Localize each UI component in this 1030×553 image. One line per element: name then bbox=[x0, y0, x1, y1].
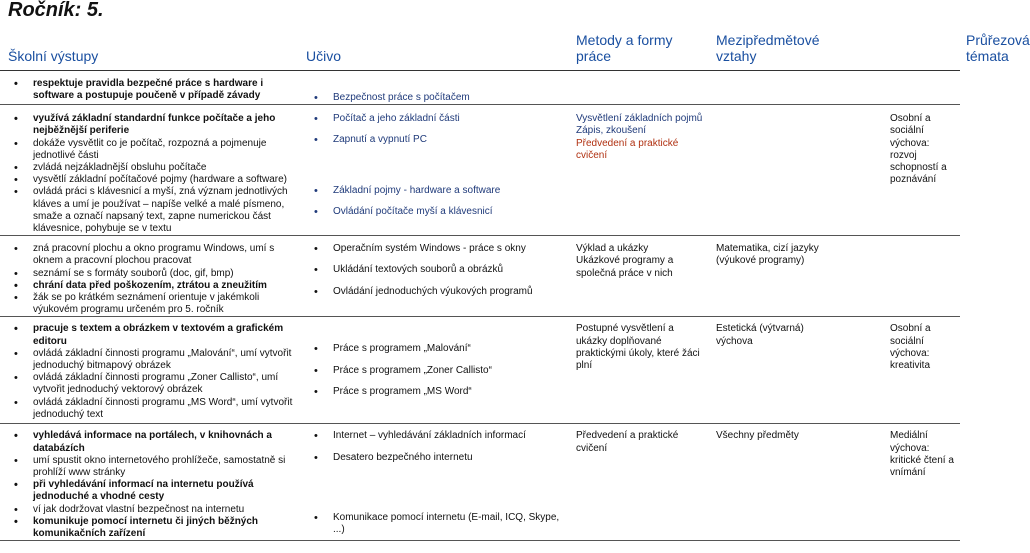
content-item: • Zapnutí a vypnutí PC bbox=[306, 134, 566, 146]
method-text: Vysvětlení základních pojmů bbox=[576, 113, 703, 125]
content-item: • Internet – vyhledávání základních informací bbox=[306, 430, 566, 442]
content-item: • Operačním systém Windows - práce s okny bbox=[306, 243, 566, 255]
header-outcomes: Školní výstupy bbox=[0, 26, 300, 71]
relations-cell bbox=[710, 424, 830, 541]
content-item: • Ovládání počítače myší a klávesnicí bbox=[306, 206, 566, 218]
header-relations: Mezipředmětové vztahy bbox=[710, 26, 830, 71]
outcome-item: • ovládá základní činnosti programu „MS Word“, umí vytvořit jednoduchý text bbox=[6, 397, 296, 421]
content-cell bbox=[300, 236, 570, 317]
content-item: • Komunikace pomocí internetu (E-mail, ICQ, Skype, ...) bbox=[306, 512, 566, 536]
table-row bbox=[0, 71, 960, 105]
theme-text: Osobní a sociální výchova: rozvoj schopností a poznávání bbox=[890, 113, 947, 186]
method-text: Zápis, zkoušení bbox=[576, 125, 647, 137]
themes-cell bbox=[830, 424, 960, 541]
outcomes-cell bbox=[0, 317, 300, 424]
method-text: Postupné vysvětlení a ukázky doplňované praktickými úkoly, které žáci plní bbox=[576, 323, 700, 372]
outcome-item: • ovládá práci s klávesnicí a myší, zná význam jednotlivých kláves a umí je používat – napíše velké a malé písmeno, smaže a označí napsaný text, zapne numerickou část klávesnice, pohybuje se v textu bbox=[6, 186, 296, 235]
header-row: Školní výstupy Učivo Metody a formy práce Mezipředmětové vztahy Průřezová témata bbox=[0, 26, 960, 71]
outcome-item: • respektuje pravidla bezpečné práce s hardware i software a postupuje poučeně v případě závady bbox=[6, 78, 296, 102]
outcome-item: • pracuje s textem a obrázkem v textovém a grafickém editoru bbox=[6, 323, 296, 347]
content-item: • Základní pojmy - hardware a software bbox=[306, 185, 566, 197]
content-item: • Práce s programem „Malování“ bbox=[306, 343, 566, 355]
header-content: Učivo bbox=[300, 26, 570, 71]
content-cell bbox=[300, 424, 570, 541]
theme-text: Osobní a sociální výchova: kreativita bbox=[890, 323, 931, 372]
outcome-item: • při vyhledávání informací na internetu používá jednoduché a vhodné cesty bbox=[6, 479, 296, 503]
outcome-item: • chrání data před poškozením, ztrátou a zneužitím bbox=[6, 280, 296, 292]
table-row bbox=[0, 424, 960, 541]
outcome-item: • umí spustit okno internetového prohlížeče, samostatně si prohlíží www stránky bbox=[6, 455, 296, 479]
content-item: • Ukládání textových souborů a obrázků bbox=[306, 264, 566, 276]
outcomes-cell bbox=[0, 236, 300, 317]
themes-cell bbox=[830, 71, 960, 105]
relation-text: Všechny předměty bbox=[716, 430, 799, 442]
content-cell bbox=[300, 317, 570, 424]
method-text: Předvedení a praktické cvičení bbox=[576, 137, 679, 161]
relation-text: Estetická (výtvarná) výchova bbox=[716, 323, 804, 347]
content-item: • Ovládání jednoduchých výukových programů bbox=[306, 286, 566, 298]
outcome-item: • ví jak dodržovat vlastní bezpečnost na internetu bbox=[6, 504, 296, 516]
curriculum-table bbox=[0, 26, 1030, 541]
relations-cell bbox=[710, 105, 830, 236]
themes-cell bbox=[830, 105, 960, 236]
header-themes-spacer bbox=[830, 26, 960, 71]
themes-cell bbox=[830, 317, 960, 424]
content-item: • Práce s programem „Zoner Callisto“ bbox=[306, 365, 566, 377]
content-cell bbox=[300, 71, 570, 105]
page-title: Ročník: 5. bbox=[8, 0, 104, 21]
content-item: • Práce s programem „MS Word“ bbox=[306, 386, 566, 398]
method-text: Výklad a ukázky bbox=[576, 243, 649, 255]
outcome-item: • komunikuje pomocí internetu či jiných běžných komunikačních zařízení bbox=[6, 516, 296, 540]
methods-cell bbox=[570, 71, 710, 105]
outcome-item: • dokáže vysvětlit co je počítač, rozpozná a pojmenuje jednotlivé části bbox=[6, 138, 296, 162]
methods-cell bbox=[570, 236, 710, 317]
outcome-item: • vyhledává informace na portálech, v knihovnách a databázích bbox=[6, 430, 296, 454]
outcome-item: • zná pracovní plochu a okno programu Windows, umí s oknem a pracovní plochou pracovat bbox=[6, 243, 296, 267]
method-text: Ukázkové programy a společná práce v nich bbox=[576, 255, 674, 279]
outcome-item: • zvládá nejzákladnější obsluhu počítače bbox=[6, 162, 296, 174]
outcome-item: • ovládá základní činnosti programu „Malování“, umí vytvořit jednoduchý bitmapový obrázek bbox=[6, 348, 296, 372]
outcome-item: • seznámí se s formáty souborů (doc, gif, bmp) bbox=[6, 268, 296, 280]
outcomes-cell bbox=[0, 71, 300, 105]
content-cell bbox=[300, 105, 570, 236]
outcomes-cell bbox=[0, 105, 300, 236]
outcome-item: • vysvětlí základní počítačové pojmy (hardware a software) bbox=[6, 174, 296, 186]
outcomes-cell bbox=[0, 424, 300, 541]
table-row bbox=[0, 236, 960, 317]
relations-cell bbox=[710, 236, 830, 317]
content-item: • Počítač a jeho základní části bbox=[306, 113, 566, 125]
content-item: • Desatero bezpečného internetu bbox=[306, 452, 566, 464]
content-item: • Bezpečnost práce s počítačem bbox=[306, 92, 566, 104]
relation-text: Matematika, cizí jazyky (výukové programy) bbox=[716, 243, 819, 267]
methods-cell bbox=[570, 317, 710, 424]
outcome-item: • využívá základní standardní funkce počítače a jeho nejběžnější periferie bbox=[6, 113, 296, 137]
table-row bbox=[0, 317, 960, 424]
methods-cell bbox=[570, 105, 710, 236]
outcome-item: • žák se po krátkém seznámení orientuje v jakémkoli výukovém programu určeném pro 5. ročník bbox=[6, 292, 296, 316]
relations-cell bbox=[710, 317, 830, 424]
theme-text: Mediální výchova: kritické čtení a vnímání bbox=[890, 430, 954, 479]
themes-cell bbox=[830, 236, 960, 317]
method-text: Předvedení a praktické cvičení bbox=[576, 430, 679, 454]
table-row bbox=[0, 105, 960, 236]
header-methods: Metody a formy práce bbox=[570, 26, 710, 71]
relations-cell bbox=[710, 71, 830, 105]
methods-cell bbox=[570, 424, 710, 541]
outcome-item: • ovládá základní činnosti programu „Zoner Callisto“, umí vytvořit jednoduchý vektorový obrázek bbox=[6, 372, 296, 396]
